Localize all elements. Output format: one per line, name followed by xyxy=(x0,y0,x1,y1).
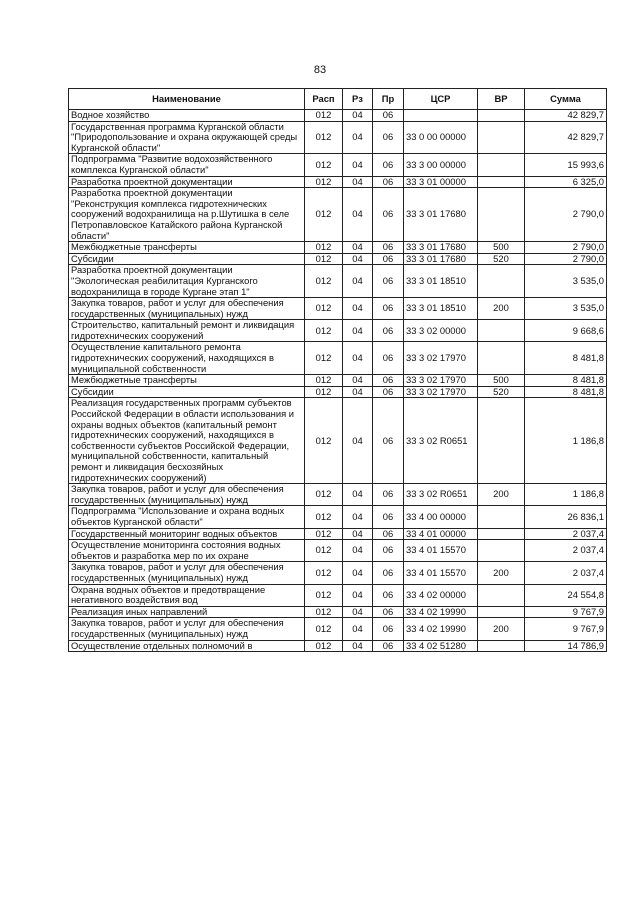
cell-vr xyxy=(478,265,525,298)
cell-csr: 33 3 01 17680 xyxy=(404,188,478,242)
cell-vr xyxy=(478,584,525,606)
cell-vr: 520 xyxy=(478,386,525,398)
cell-csr: 33 3 01 17680 xyxy=(404,253,478,265)
cell-csr: 33 3 01 17680 xyxy=(404,242,478,254)
cell-vr xyxy=(478,121,525,154)
cell-rasp: 012 xyxy=(305,298,343,320)
cell-name: Закупка товаров, работ и услуг для обеспечения государственных (муниципальных) нужд xyxy=(69,562,305,584)
cell-vr: 520 xyxy=(478,253,525,265)
table-row xyxy=(69,242,607,254)
cell-pr: 06 xyxy=(373,584,404,606)
cell-vr xyxy=(478,398,525,484)
cell-name: Водное хозяйство xyxy=(69,110,305,122)
cell-csr xyxy=(404,110,478,122)
table-row xyxy=(69,188,607,242)
cell-pr: 06 xyxy=(373,484,404,506)
cell-csr: 33 3 01 00000 xyxy=(404,176,478,188)
table-row xyxy=(69,342,607,375)
cell-rasp: 012 xyxy=(305,640,343,652)
table-row xyxy=(69,562,607,584)
cell-sum: 1 186,8 xyxy=(525,398,607,484)
cell-vr xyxy=(478,640,525,652)
cell-vr: 500 xyxy=(478,375,525,387)
cell-rasp: 012 xyxy=(305,618,343,640)
column-header-name: Наименование xyxy=(69,89,305,110)
table-row xyxy=(69,386,607,398)
cell-name: Осуществление мониторинга состояния водных объектов и разработка мер по их охране xyxy=(69,540,305,562)
cell-pr: 06 xyxy=(373,265,404,298)
cell-vr xyxy=(478,342,525,375)
table-row xyxy=(69,640,607,652)
cell-sum: 1 186,8 xyxy=(525,484,607,506)
cell-name: Осуществление отдельных полномочий в xyxy=(69,640,305,652)
cell-sum: 42 829,7 xyxy=(525,110,607,122)
cell-csr: 33 0 00 00000 xyxy=(404,121,478,154)
cell-name: Закупка товаров, работ и услуг для обеспечения государственных (муниципальных) нужд xyxy=(69,618,305,640)
cell-pr: 06 xyxy=(373,606,404,618)
cell-rasp: 012 xyxy=(305,584,343,606)
budget-table xyxy=(68,88,607,652)
cell-rz: 04 xyxy=(343,110,373,122)
cell-name: Разработка проектной документации xyxy=(69,176,305,188)
cell-sum: 2 037,4 xyxy=(525,562,607,584)
table-row xyxy=(69,584,607,606)
cell-pr: 06 xyxy=(373,154,404,176)
cell-name: Закупка товаров, работ и услуг для обеспечения государственных (муниципальных) нужд xyxy=(69,484,305,506)
cell-pr: 06 xyxy=(373,188,404,242)
cell-sum: 15 993,6 xyxy=(525,154,607,176)
cell-rz: 04 xyxy=(343,562,373,584)
table-row xyxy=(69,298,607,320)
cell-csr: 33 4 02 51280 xyxy=(404,640,478,652)
cell-rz: 04 xyxy=(343,506,373,528)
cell-rz: 04 xyxy=(343,584,373,606)
cell-rz: 04 xyxy=(343,121,373,154)
cell-name: Подпрограмма "Использование и охрана водных объектов Курганской области" xyxy=(69,506,305,528)
cell-vr: 200 xyxy=(478,618,525,640)
cell-vr: 200 xyxy=(478,298,525,320)
table-row xyxy=(69,506,607,528)
cell-name: Реализация иных направлений xyxy=(69,606,305,618)
table-row xyxy=(69,121,607,154)
cell-pr: 06 xyxy=(373,342,404,375)
cell-sum: 2 790,0 xyxy=(525,242,607,254)
cell-pr: 06 xyxy=(373,562,404,584)
table-row xyxy=(69,606,607,618)
cell-pr: 06 xyxy=(373,528,404,540)
cell-rz: 04 xyxy=(343,298,373,320)
cell-vr xyxy=(478,540,525,562)
cell-rasp: 012 xyxy=(305,121,343,154)
cell-rasp: 012 xyxy=(305,320,343,342)
cell-sum: 14 786,9 xyxy=(525,640,607,652)
cell-name: Разработка проектной документации "Экологическая реабилитация Курганского водохранилища в городе Кургане этап 1" xyxy=(69,265,305,298)
cell-csr: 33 3 02 R0651 xyxy=(404,484,478,506)
cell-rz: 04 xyxy=(343,528,373,540)
cell-rasp: 012 xyxy=(305,540,343,562)
cell-csr: 33 3 02 17970 xyxy=(404,375,478,387)
cell-csr: 33 4 01 15570 xyxy=(404,540,478,562)
cell-pr: 06 xyxy=(373,298,404,320)
table-body xyxy=(69,110,607,652)
column-header-csr: ЦСР xyxy=(404,89,478,110)
table-row xyxy=(69,375,607,387)
cell-rasp: 012 xyxy=(305,606,343,618)
cell-csr: 33 4 02 00000 xyxy=(404,584,478,606)
cell-csr: 33 4 01 15570 xyxy=(404,562,478,584)
cell-vr xyxy=(478,110,525,122)
cell-name: Строительство, капитальный ремонт и ликвидация гидротехнических сооружений xyxy=(69,320,305,342)
cell-sum: 6 325,0 xyxy=(525,176,607,188)
cell-name: Государственная программа Курганской области "Природопользование и охрана окружающей среды Курганской области" xyxy=(69,121,305,154)
cell-vr xyxy=(478,506,525,528)
column-header-vr: ВР xyxy=(478,89,525,110)
table-row xyxy=(69,176,607,188)
table-header-row xyxy=(69,89,607,110)
cell-pr: 06 xyxy=(373,506,404,528)
cell-pr: 06 xyxy=(373,375,404,387)
table-row xyxy=(69,154,607,176)
column-header-rasp: Расп xyxy=(305,89,343,110)
cell-name: Межбюджетные трансферты xyxy=(69,375,305,387)
cell-rz: 04 xyxy=(343,320,373,342)
table-row xyxy=(69,110,607,122)
cell-rasp: 012 xyxy=(305,242,343,254)
cell-rz: 04 xyxy=(343,386,373,398)
cell-rz: 04 xyxy=(343,484,373,506)
cell-name: Государственный мониторинг водных объектов xyxy=(69,528,305,540)
cell-csr: 33 3 02 17970 xyxy=(404,386,478,398)
cell-rz: 04 xyxy=(343,242,373,254)
cell-csr: 33 4 00 00000 xyxy=(404,506,478,528)
cell-vr xyxy=(478,176,525,188)
cell-pr: 06 xyxy=(373,176,404,188)
cell-rasp: 012 xyxy=(305,110,343,122)
cell-sum: 2 790,0 xyxy=(525,188,607,242)
cell-sum: 26 836,1 xyxy=(525,506,607,528)
cell-rz: 04 xyxy=(343,540,373,562)
cell-sum: 2 790,0 xyxy=(525,253,607,265)
table-row xyxy=(69,265,607,298)
cell-sum: 9 668,6 xyxy=(525,320,607,342)
cell-vr xyxy=(478,320,525,342)
cell-sum: 9 767,9 xyxy=(525,618,607,640)
cell-rasp: 012 xyxy=(305,253,343,265)
cell-name: Подпрограмма "Развитие водохозяйственного комплекса Курганской области" xyxy=(69,154,305,176)
table-row xyxy=(69,484,607,506)
cell-rz: 04 xyxy=(343,342,373,375)
cell-rz: 04 xyxy=(343,618,373,640)
cell-vr: 500 xyxy=(478,242,525,254)
cell-rz: 04 xyxy=(343,398,373,484)
table-row xyxy=(69,618,607,640)
cell-name: Межбюджетные трансферты xyxy=(69,242,305,254)
cell-vr xyxy=(478,528,525,540)
cell-sum: 2 037,4 xyxy=(525,528,607,540)
column-header-pr: Пр xyxy=(373,89,404,110)
table-row xyxy=(69,540,607,562)
column-header-sum: Сумма xyxy=(525,89,607,110)
cell-sum: 8 481,8 xyxy=(525,386,607,398)
cell-rasp: 012 xyxy=(305,484,343,506)
cell-vr xyxy=(478,154,525,176)
cell-rz: 04 xyxy=(343,606,373,618)
cell-rasp: 012 xyxy=(305,528,343,540)
cell-rasp: 012 xyxy=(305,375,343,387)
cell-sum: 2 037,4 xyxy=(525,540,607,562)
cell-rz: 04 xyxy=(343,154,373,176)
cell-rasp: 012 xyxy=(305,265,343,298)
cell-rz: 04 xyxy=(343,253,373,265)
cell-rasp: 012 xyxy=(305,188,343,242)
cell-sum: 8 481,8 xyxy=(525,342,607,375)
table-row xyxy=(69,398,607,484)
table-row xyxy=(69,528,607,540)
cell-name: Субсидии xyxy=(69,253,305,265)
cell-pr: 06 xyxy=(373,540,404,562)
cell-rz: 04 xyxy=(343,375,373,387)
cell-sum: 3 535,0 xyxy=(525,265,607,298)
cell-rasp: 012 xyxy=(305,562,343,584)
cell-csr: 33 3 02 R0651 xyxy=(404,398,478,484)
cell-pr: 06 xyxy=(373,253,404,265)
cell-rz: 04 xyxy=(343,188,373,242)
cell-pr: 06 xyxy=(373,110,404,122)
cell-csr: 33 3 00 00000 xyxy=(404,154,478,176)
cell-pr: 06 xyxy=(373,640,404,652)
cell-pr: 06 xyxy=(373,386,404,398)
cell-rasp: 012 xyxy=(305,398,343,484)
cell-pr: 06 xyxy=(373,618,404,640)
cell-name: Охрана водных объектов и предотвращение негативного воздействия вод xyxy=(69,584,305,606)
cell-sum: 42 829,7 xyxy=(525,121,607,154)
cell-rasp: 012 xyxy=(305,154,343,176)
cell-csr: 33 3 01 18510 xyxy=(404,265,478,298)
cell-pr: 06 xyxy=(373,121,404,154)
cell-name: Реализация государственных программ субъектов Российской Федерации в области использования и охраны водных объектов (капитальный ремонт гидротехнических сооружений, находящихся в собственности субъектов Российской Федерации, муниципальной собственности, капитальный ремонт и ликвидация бесхозяйных гидротехнических сооружений) xyxy=(69,398,305,484)
table-row xyxy=(69,253,607,265)
cell-sum: 24 554,8 xyxy=(525,584,607,606)
cell-csr: 33 3 02 00000 xyxy=(404,320,478,342)
cell-sum: 8 481,8 xyxy=(525,375,607,387)
cell-sum: 9 767,9 xyxy=(525,606,607,618)
cell-rz: 04 xyxy=(343,640,373,652)
column-header-rz: Рз xyxy=(343,89,373,110)
cell-vr xyxy=(478,606,525,618)
cell-rz: 04 xyxy=(343,176,373,188)
cell-csr: 33 4 02 19990 xyxy=(404,618,478,640)
cell-rasp: 012 xyxy=(305,342,343,375)
cell-rasp: 012 xyxy=(305,386,343,398)
cell-vr: 200 xyxy=(478,562,525,584)
cell-name: Субсидии xyxy=(69,386,305,398)
cell-name: Закупка товаров, работ и услуг для обеспечения государственных (муниципальных) нужд xyxy=(69,298,305,320)
cell-vr: 200 xyxy=(478,484,525,506)
cell-csr: 33 3 02 17970 xyxy=(404,342,478,375)
cell-pr: 06 xyxy=(373,398,404,484)
cell-rasp: 012 xyxy=(305,506,343,528)
cell-rasp: 012 xyxy=(305,176,343,188)
cell-csr: 33 4 01 00000 xyxy=(404,528,478,540)
cell-sum: 3 535,0 xyxy=(525,298,607,320)
cell-csr: 33 4 02 19990 xyxy=(404,606,478,618)
cell-name: Осуществление капитального ремонта гидротехнических сооружений, находящихся в муниципальной собственности xyxy=(69,342,305,375)
cell-rz: 04 xyxy=(343,265,373,298)
cell-vr xyxy=(478,188,525,242)
cell-csr: 33 3 01 18510 xyxy=(404,298,478,320)
cell-pr: 06 xyxy=(373,320,404,342)
cell-name: Разработка проектной документации "Реконструкция комплекса гидротехнических сооружений водохранилища на р.Шутишка в селе Петропавловское Катайского района Курганской области" xyxy=(69,188,305,242)
page-number: 83 xyxy=(313,64,327,76)
cell-pr: 06 xyxy=(373,242,404,254)
table-row xyxy=(69,320,607,342)
